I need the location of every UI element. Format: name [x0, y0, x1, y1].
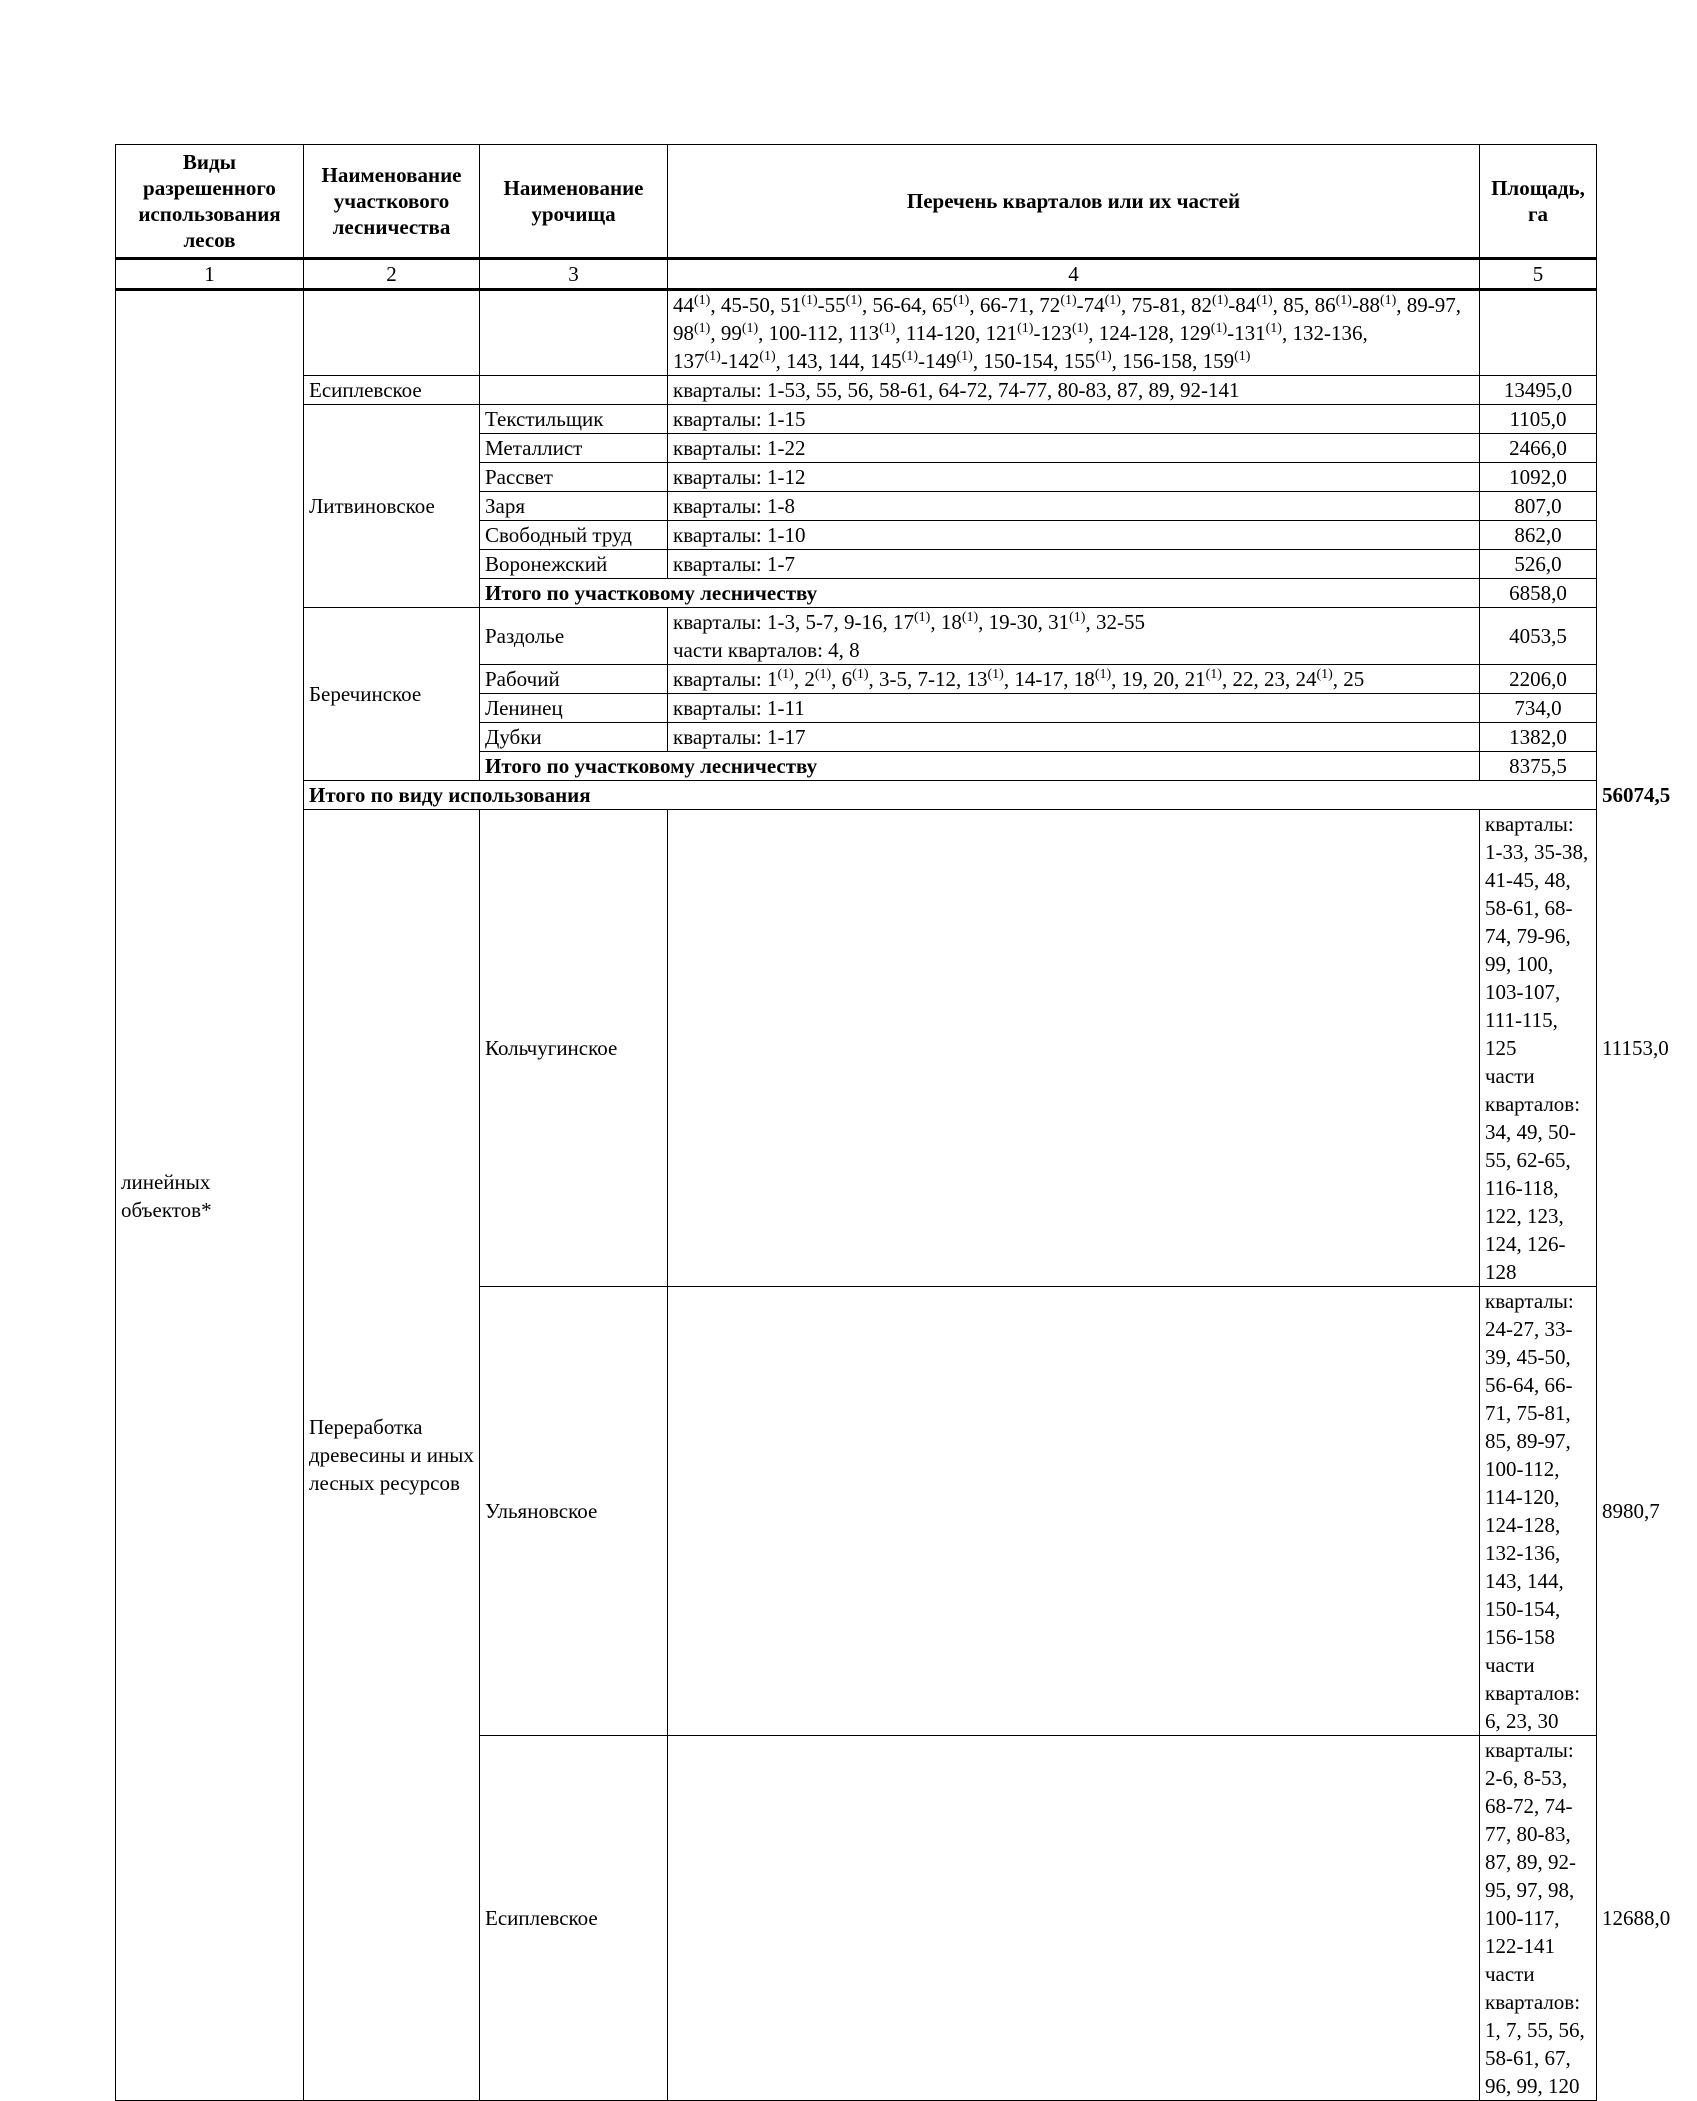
quarters-cell: кварталы: 1-17: [668, 723, 1480, 752]
subtotal-label: Итого по участковому лесничеству: [480, 752, 1480, 781]
table-row: Ульяновское кварталы: 24-27, 33-39, 45-50, 56-64, 66-71, 75-81, 85, 89-97, 100-112, 114-120, 124-128, 132-136, 143, 144, 150-154, 156-158 части кварталов: 6, 23, 30 8980,7: [116, 1287, 1597, 1736]
tract-cell: Металлист: [480, 434, 668, 463]
table-row: [116, 405, 1597, 434]
footnote-mark: (1): [1210, 321, 1228, 336]
footnote-mark: (1): [952, 293, 970, 308]
table-row: [116, 290, 1597, 376]
footnote-mark: (1): [801, 293, 818, 308]
subtotal-label: Итого по участковому лесничеству: [480, 579, 1480, 608]
tract-cell: Рабочий: [480, 665, 668, 694]
quarters-line: кварталы: 1-33, 35-38, 41-45, 48, 58-61, 68-74, 79-96, 99, 100, 103-107, 111-115, 125: [1485, 812, 1589, 1060]
tract-cell-empty: [480, 376, 668, 405]
area-cell: 1382,0: [1480, 723, 1597, 752]
footnote-mark: (1): [1094, 667, 1112, 682]
footnote-mark: (1): [1211, 293, 1229, 308]
header-usage-type: Виды разрешенного использования лесов: [116, 145, 304, 259]
quarter-parts-line: части кварталов: 34, 49, 50-55, 62-65, 116-118, 122, 123, 124, 126-128: [1485, 1064, 1581, 1284]
tract-cell-empty: [480, 290, 668, 376]
quarter-parts-line: части кварталов: 1, 7, 55, 56, 58-61, 67, 96, 99, 120: [1485, 1962, 1585, 2098]
footnote-mark: (1): [1104, 293, 1121, 308]
column-number: 4: [668, 259, 1480, 290]
tract-cell-empty: [668, 810, 1480, 1287]
footnote-mark: (1): [1316, 667, 1333, 682]
tract-cell: Свободный труд: [480, 521, 668, 550]
footnote-mark: (1): [1379, 293, 1397, 308]
header-tract: Наименование урочища: [480, 145, 668, 259]
forestry-cell: Кольчугинское: [480, 810, 668, 1287]
quarters-cell: [1480, 810, 1597, 1287]
usage-total-row: Итого по виду использования 56074,5: [116, 781, 1597, 810]
header-row: [116, 145, 1597, 259]
quarters-cell: кварталы: 1-22: [668, 434, 1480, 463]
quarter-parts-line: части кварталов: 6, 23, 30: [1485, 1653, 1581, 1733]
usage-type-cell: линейных объектов*: [116, 290, 304, 2101]
forest-quarters-table: [115, 144, 1671, 2101]
quarters-line: кварталы: 1-3, 5-7, 9-16, 17$^{(1)}$, 18$^{(1)}$, 19-30, 31$^{(1)}$, 32-55: [673, 610, 1145, 634]
area-cell: 1092,0: [1480, 463, 1597, 492]
footnote-mark: (1): [1095, 349, 1112, 364]
forestry-cell: Ульяновское: [480, 1287, 668, 1736]
footnote-mark: (1): [1069, 610, 1086, 625]
quarters-cell: кварталы: 1-8: [668, 492, 1480, 521]
subtotal-area: 6858,0: [1480, 579, 1597, 608]
tract-cell: Заря: [480, 492, 668, 521]
area-cell: 807,0: [1480, 492, 1597, 521]
footnote-mark: (1): [1205, 667, 1222, 682]
footnote-mark: (1): [694, 293, 711, 308]
quarters-cell: [1480, 1736, 1597, 2101]
area-cell: 734,0: [1480, 694, 1597, 723]
header-quarters: Перечень кварталов или их частей: [668, 145, 1480, 259]
footnote-mark: (1): [1017, 321, 1034, 336]
area-cell-empty: [1480, 290, 1597, 376]
footnote-mark: (1): [694, 321, 711, 336]
area-cell: 526,0: [1480, 550, 1597, 579]
usage-type-cell: Переработка древесины и иных лесных ресурсов: [304, 810, 480, 2101]
quarters-cell: кварталы: 1-11: [668, 694, 1480, 723]
tract-cell: Дубки: [480, 723, 668, 752]
quarters-cell-with-superscripts: 44$^{(1)}$, 45-50, 51$^{(1)}$-55$^{(1)}$, 56-64, 65$^{(1)}$, 66-71, 72$^{(1)}$-74$^{(1)}$, 75-81, 82$^{(1)}$-84$^{(1)}$, 85, 86$^{(1)}$-88$^{(1)}$, 89-97, 98$^{(1)}$, 99$^{(1)}$, 100-112, 113$^{(1)}$, 114-120, 121$^{(1)}$-123$^{(1)}$, 124-128, 129$^{(1)}$-131$^{(1)}$, 132-136, 137$^{(1)}$-142$^{(1)}$, 143, 144, 145$^{(1)}$-149$^{(1)}$, 150-154, 155$^{(1)}$, 156-158, 159$^{(1)}$: [668, 290, 1480, 376]
quarters-cell: [668, 608, 1480, 665]
quarters-cell: [1480, 1287, 1597, 1736]
tract-cell-empty: [668, 1287, 1480, 1736]
area-cell: 4053,5: [1480, 608, 1597, 665]
quarters-cell: кварталы: 1-10: [668, 521, 1480, 550]
area-cell: 2466,0: [1480, 434, 1597, 463]
footnote-mark: (1): [1256, 293, 1273, 308]
footnote-mark: (1): [777, 667, 794, 682]
footnote-mark: (1): [956, 349, 973, 364]
quarter-parts-line: части кварталов: 4, 8: [673, 638, 860, 662]
quarters-cell: кварталы: 1-12: [668, 463, 1480, 492]
area-cell: 1105,0: [1480, 405, 1597, 434]
header-forestry: Наименование участкового лесничества: [304, 145, 480, 259]
column-number: 1: [116, 259, 304, 290]
quarters-line: кварталы: 24-27, 33-39, 45-50, 56-64, 66-71, 75-81, 85, 89-97, 100-112, 114-120, 124-128, 132-136, 143, 144, 150-154, 156-158: [1485, 1289, 1574, 1649]
footnote-mark: (1): [879, 321, 896, 336]
table-row: [116, 608, 1597, 665]
tract-cell: Воронежский: [480, 550, 668, 579]
footnote-mark: (1): [814, 667, 832, 682]
footnote-mark: (1): [1234, 349, 1251, 364]
table-row: [116, 376, 1597, 405]
footnote-mark: (1): [1071, 321, 1089, 336]
footnote-mark: (1): [845, 293, 862, 308]
footnote-mark: (1): [741, 321, 759, 336]
forestry-cell: Есиплевское: [480, 1736, 668, 2101]
tract-cell: Ленинец: [480, 694, 668, 723]
quarters-cell: кварталы: 1-15: [668, 405, 1480, 434]
footnote-mark: (1): [852, 667, 869, 682]
footnote-mark: (1): [1335, 293, 1352, 308]
footnote-mark: (1): [704, 349, 721, 364]
subtotal-area: 8375,5: [1480, 752, 1597, 781]
area-cell: 13495,0: [1480, 376, 1597, 405]
footnote-mark: (1): [759, 349, 776, 364]
forestry-cell: Беречинское: [304, 608, 480, 781]
footnote-mark: (1): [987, 667, 1004, 682]
forestry-cell: Есиплевское: [304, 376, 480, 405]
column-number-row: [116, 259, 1597, 290]
column-number: 5: [1480, 259, 1597, 290]
forestry-cell-empty: [304, 290, 480, 376]
column-number: 2: [304, 259, 480, 290]
quarters-line: кварталы: 2-6, 8-53, 68-72, 74-77, 80-83, 87, 89, 92-95, 97, 98, 100-117, 122-141: [1485, 1738, 1576, 1958]
footnote-mark: (1): [901, 349, 918, 364]
tract-cell: Раздолье: [480, 608, 668, 665]
footnote-mark: (1): [913, 610, 931, 625]
quarters-cell-with-superscripts: кварталы: 1$^{(1)}$, 2$^{(1)}$, 6$^{(1)}$, 3-5, 7-12, 13$^{(1)}$, 14-17, 18$^{(1)}$, 19, 20, 21$^{(1)}$, 22, 23, 24$^{(1)}$, 25: [668, 665, 1480, 694]
tract-cell: Рассвет: [480, 463, 668, 492]
tract-cell-empty: [668, 1736, 1480, 2101]
quarters-cell: кварталы: 1-7: [668, 550, 1480, 579]
usage-total-label: Итого по виду использования: [304, 781, 1597, 810]
area-cell: 2206,0: [1480, 665, 1597, 694]
tract-cell: Текстильщик: [480, 405, 668, 434]
quarters-cell: кварталы: 1-53, 55, 56, 58-61, 64-72, 74-77, 80-83, 87, 89, 92-141: [668, 376, 1480, 405]
footnote-mark: (1): [1265, 321, 1282, 336]
footnote-mark: (1): [1060, 293, 1077, 308]
table-row: Переработка древесины и иных лесных ресурсов Кольчугинское кварталы: 1-33, 35-38, 41-45, 48, 58-61, 68-74, 79-96, 99, 100, 103-107, 111-115, 125 части кварталов: 34, 49, 50-55, 62-65, 116-118, 122, 123, 124, 126-128 11153,0: [116, 810, 1597, 1287]
forestry-cell: Литвиновское: [304, 405, 480, 608]
table-row: Есиплевское кварталы: 2-6, 8-53, 68-72, 74-77, 80-83, 87, 89, 92-95, 97, 98, 100-117, 122-141 части кварталов: 1, 7, 55, 56, 58-61, 67, 96, 99, 120 12688,0: [116, 1736, 1597, 2101]
column-number: 3: [480, 259, 668, 290]
header-area: Площадь, га: [1480, 145, 1597, 259]
footnote-mark: (1): [961, 610, 979, 625]
area-cell: 862,0: [1480, 521, 1597, 550]
